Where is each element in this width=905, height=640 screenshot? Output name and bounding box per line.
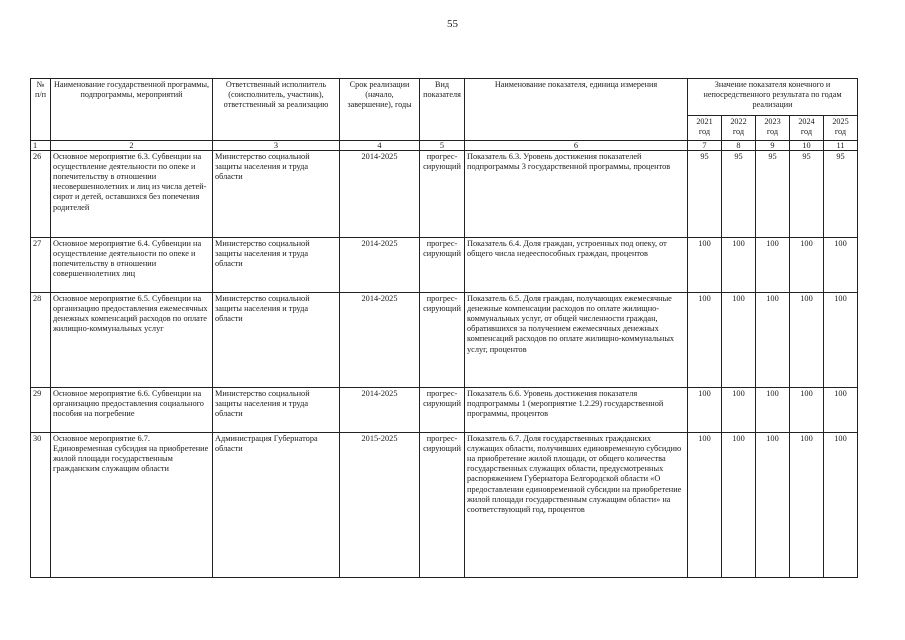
table-row [31, 238, 858, 293]
header-values-group: Значение показателя конечного и непосредственного результата по годам реализации [688, 79, 858, 116]
header-year: 2023 год [756, 116, 790, 141]
row-num: 27 [31, 238, 51, 293]
row-indicator: Показатель 6.4. Доля граждан, устроенных под опеку, от общего числа недееспособных граждан, процентов [465, 238, 688, 293]
header-row [31, 79, 858, 116]
row-indicator: Показатель 6.3. Уровень достижения показателей подпрограммы 3 государственной программы, процентов [465, 151, 688, 238]
row-name: Основное мероприятие 6.7. Единовременная субсидия на приобретение жилой площади государственным гражданским служащим области [51, 433, 213, 578]
header-year: 2021 год [688, 116, 722, 141]
row-value: 100 [722, 388, 756, 433]
row-value: 100 [756, 433, 790, 578]
row-name: Основное мероприятие 6.3. Субвенции на осуществление деятельности по опеке и попечительству в отношении несовершеннолетних и лиц из числа детей-сирот и детей, оставшихся без попечения родителей [51, 151, 213, 238]
row-value: 100 [790, 433, 824, 578]
header-name: Наименование государственной программы, подпрограммы, мероприятий [51, 79, 213, 141]
column-number: 4 [340, 141, 420, 151]
row-term: 2015-2025 [340, 433, 420, 578]
column-number: 1 [31, 141, 51, 151]
row-type: прогрес-сирующий [420, 433, 465, 578]
row-value: 100 [756, 388, 790, 433]
header-year: 2024 год [790, 116, 824, 141]
row-type: прогрес-сирующий [420, 238, 465, 293]
row-indicator: Показатель 6.5. Доля граждан, получающих ежемесячные денежные компенсации расходов по оплате жилищно-коммунальных услуг, от общей численности граждан, обратившихся за получением ежемесячных денежных компенсаций расходов по оплате жилищно-коммунальных услуг, процентов [465, 293, 688, 388]
header-num: № п/п [31, 79, 51, 141]
row-indicator: Показатель 6.7. Доля государственных гражданских служащих области, получивших единовременную субсидию на приобретение жилой площади, от общего количества государственных служащих области, предусмотренных распоряжением Губернатора Белгородской области «О предоставлении единовременной субсидии на приобретение жилой площади государственным служащим области» на соответствующий год, процентов [465, 433, 688, 578]
row-type: прогрес-сирующий [420, 388, 465, 433]
table-row [31, 151, 858, 238]
row-value: 95 [688, 151, 722, 238]
header-year: 2025 год [824, 116, 858, 141]
row-value: 100 [790, 388, 824, 433]
row-value: 100 [824, 388, 858, 433]
row-value: 100 [756, 293, 790, 388]
row-term: 2014-2025 [340, 238, 420, 293]
row-responsible: Министерство социальной защиты населения и труда области [213, 388, 340, 433]
column-numbers-row [31, 141, 858, 151]
row-value: 100 [688, 238, 722, 293]
row-indicator: Показатель 6.6. Уровень достижения показателя подпрограммы 1 (мероприятие 1.2.29) государственной программы, процентов [465, 388, 688, 433]
row-term: 2014-2025 [340, 293, 420, 388]
row-value: 95 [722, 151, 756, 238]
row-type: прогрес-сирующий [420, 151, 465, 238]
column-number: 10 [790, 141, 824, 151]
row-responsible: Министерство социальной защиты населения и труда области [213, 151, 340, 238]
header-indicator-name: Наименование показателя, единица измерения [465, 79, 688, 141]
page-number: 55 [447, 18, 458, 30]
row-name: Основное мероприятие 6.4. Субвенции на осуществление деятельности по опеке и попечительству в отношении совершеннолетних лиц [51, 238, 213, 293]
column-number: 7 [688, 141, 722, 151]
column-number: 2 [51, 141, 213, 151]
row-value: 95 [824, 151, 858, 238]
row-name: Основное мероприятие 6.5. Субвенции на организацию предоставления ежемесячных денежных компенсаций расходов по оплате жилищно-коммунальных услуг [51, 293, 213, 388]
row-value: 100 [824, 238, 858, 293]
row-responsible: Администрация Губернатора области [213, 433, 340, 578]
row-num: 29 [31, 388, 51, 433]
row-value: 100 [722, 433, 756, 578]
row-num: 28 [31, 293, 51, 388]
row-value: 100 [756, 238, 790, 293]
row-value: 95 [756, 151, 790, 238]
row-value: 100 [722, 238, 756, 293]
column-number: 9 [756, 141, 790, 151]
row-value: 100 [824, 293, 858, 388]
row-value: 100 [790, 293, 824, 388]
row-value: 100 [790, 238, 824, 293]
column-number: 8 [722, 141, 756, 151]
header-term: Срок реализации (начало, завершение), годы [340, 79, 420, 141]
column-number: 3 [213, 141, 340, 151]
column-number: 11 [824, 141, 858, 151]
row-value: 100 [688, 433, 722, 578]
row-term: 2014-2025 [340, 151, 420, 238]
row-num: 30 [31, 433, 51, 578]
column-number: 6 [465, 141, 688, 151]
column-number: 5 [420, 141, 465, 151]
table-row [31, 433, 858, 578]
header-year: 2022 год [722, 116, 756, 141]
header-indicator-type: Вид показателя [420, 79, 465, 141]
row-num: 26 [31, 151, 51, 238]
indicators-table [30, 78, 858, 578]
header-responsible: Ответственный исполнитель (соисполнитель, участник), ответственный за реализацию [213, 79, 340, 141]
row-term: 2014-2025 [340, 388, 420, 433]
row-responsible: Министерство социальной защиты населения и труда области [213, 238, 340, 293]
row-value: 95 [790, 151, 824, 238]
table-row [31, 293, 858, 388]
row-value: 100 [824, 433, 858, 578]
row-type: прогрес-сирующий [420, 293, 465, 388]
row-value: 100 [688, 293, 722, 388]
row-name: Основное мероприятие 6.6. Субвенции на организацию предоставления социального пособия на погребение [51, 388, 213, 433]
table-row [31, 388, 858, 433]
row-value: 100 [722, 293, 756, 388]
row-value: 100 [688, 388, 722, 433]
row-responsible: Министерство социальной защиты населения и труда области [213, 293, 340, 388]
